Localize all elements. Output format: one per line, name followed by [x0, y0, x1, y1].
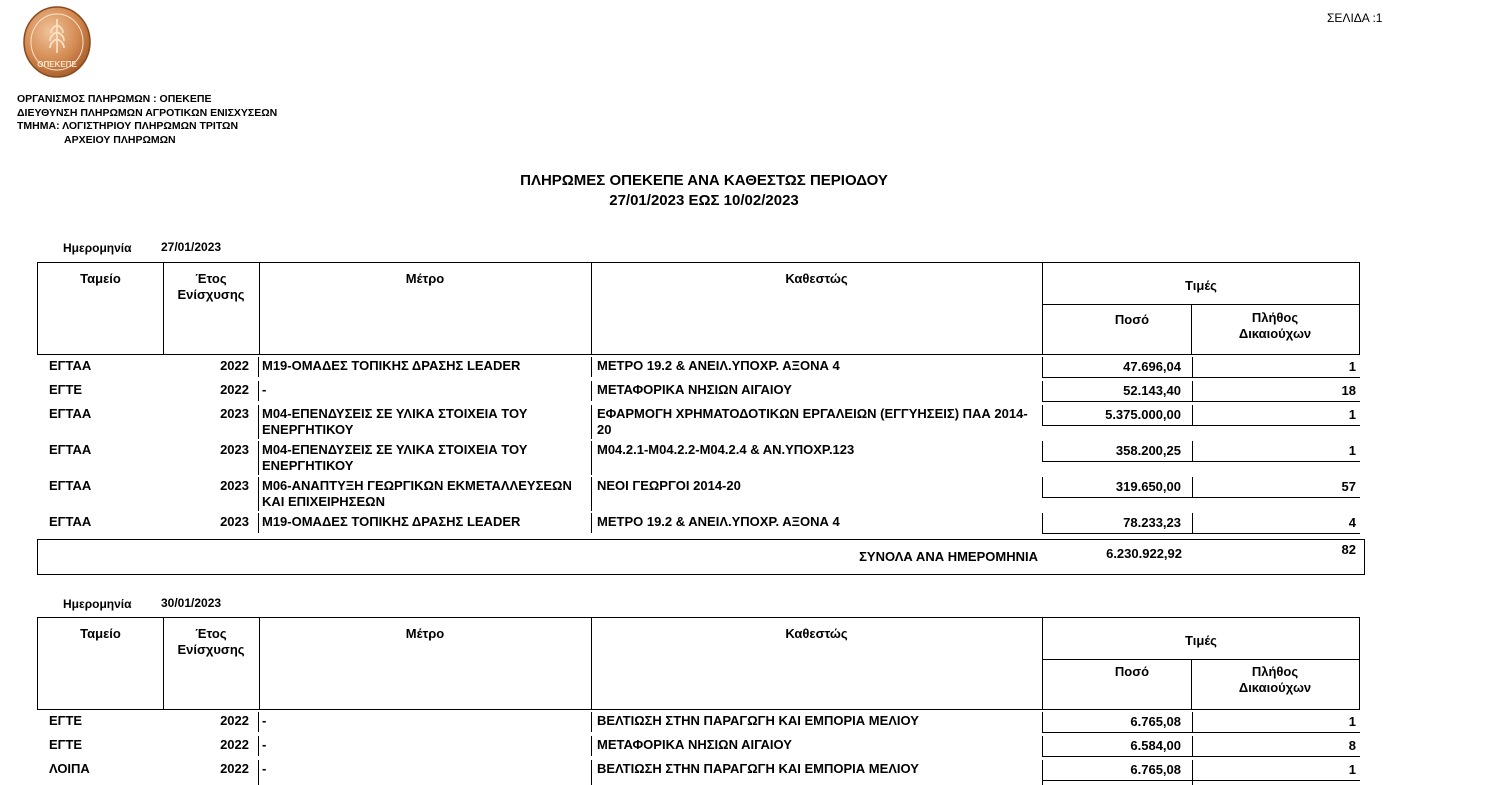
cell-measure: - [262, 761, 267, 776]
date-label: Ημερομηνία [63, 597, 132, 611]
cell-count: 1 [1348, 714, 1356, 729]
cell-scheme: ΜΕΤΑΦΟΡΙΚΑ ΝΗΣΙΩΝ ΑΙΓΑΙΟΥ [597, 382, 792, 397]
cell-count: 1 [1348, 407, 1356, 422]
cell-count: 1 [1348, 762, 1356, 777]
report-period: 27/01/2023 ΕΩΣ 10/02/2023 [609, 192, 799, 209]
cell-scheme: ΕΦΑΡΜΟΓΗ ΧΡΗΜΑΤΟΔΟΤΙΚΩΝ ΕΡΓΑΛΕΙΩΝ (ΕΓΓΥΗΣΕΙΣ) ΠΑΑ 2014-20 [597, 406, 1028, 437]
header-scheme: Καθεστώς [785, 271, 848, 286]
cell-amount: 319.650,00 [1115, 479, 1181, 494]
total-amount: 6.230.922,92 [1106, 546, 1182, 561]
cell-scheme: ΒΕΛΤΙΩΣΗ ΣΤΗΝ ΠΑΡΑΓΩΓΗ ΚΑΙ ΕΜΠΟΡΙΑ ΜΕΛΙΟΥ [597, 713, 919, 728]
cell-count: 8 [1348, 738, 1356, 753]
table-row [37, 737, 1360, 757]
cell-scheme: ΜΕΤΑΦΟΡΙΚΑ ΝΗΣΙΩΝ ΑΙΓΑΙΟΥ [597, 737, 792, 752]
header-year: Έτος Ενίσχυσης [177, 626, 245, 657]
header-beneficiaries: Πλήθος Δικαιούχων [1238, 310, 1312, 341]
svg-text:ΟΠΕΚΕΠΕ: ΟΠΕΚΕΠΕ [37, 60, 77, 69]
table-row [37, 514, 1360, 534]
cell-fund: ΕΓΤΑΑ [49, 442, 92, 457]
header-amount: Ποσό [1114, 664, 1150, 679]
cell-measure: Μ19-ΟΜΑΔΕΣ ΤΟΠΙΚΗΣ ΔΡΑΣΗΣ LEADER [262, 358, 521, 373]
header-fund: Ταμείο [80, 626, 121, 641]
table-row [37, 761, 1360, 785]
table-row [37, 478, 1360, 512]
cell-fund: ΕΓΤΕ [49, 713, 83, 728]
table-row [37, 713, 1360, 733]
section-total [37, 539, 1365, 575]
cell-measure: - [262, 382, 267, 397]
cell-fund: ΕΓΤΑΑ [49, 478, 92, 493]
cell-year: 2023 [220, 406, 249, 421]
cell-fund: ΛΟΙΠΑ [49, 761, 90, 776]
cell-amount: 5.375.000,00 [1105, 407, 1181, 422]
table-row [37, 382, 1360, 402]
cell-fund: ΕΓΤΑΑ [49, 358, 92, 373]
cell-amount: 6.765,08 [1130, 762, 1181, 777]
cell-count: 1 [1348, 443, 1356, 458]
org-line: ΔΙΕΥΘΥΝΣΗ ΠΛΗΡΩΜΩΝ ΑΓΡΟΤΙΚΩΝ ΕΝΙΣΧΥΣΕΩΝ [17, 106, 278, 119]
cell-amount: 52.143,40 [1123, 383, 1181, 398]
header-year: Έτος Ενίσχυσης [177, 271, 245, 302]
org-line: ΑΡΧΕΙΟΥ ΠΛΗΡΩΜΩΝ [64, 133, 176, 146]
cell-scheme: ΜΕΤΡΟ 19.2 & ΑΝΕΙΛ.ΥΠΟΧΡ. ΑΞΟΝΑ 4 [597, 514, 840, 529]
cell-fund: ΕΓΤΑΑ [49, 406, 92, 421]
table-header [37, 617, 1360, 710]
page-number: ΣΕΛΙΔΑ :1 [1327, 11, 1383, 25]
cell-amount: 6.584,00 [1130, 738, 1181, 753]
cell-measure: - [262, 737, 267, 752]
cell-count: 4 [1348, 515, 1356, 530]
cell-scheme: ΜΕΤΡΟ 19.2 & ΑΝΕΙΛ.ΥΠΟΧΡ. ΑΞΟΝΑ 4 [597, 358, 840, 373]
opekepe-seal-icon [22, 5, 92, 79]
table-row [37, 442, 1360, 476]
cell-measure: Μ19-ΟΜΑΔΕΣ ΤΟΠΙΚΗΣ ΔΡΑΣΗΣ LEADER [262, 514, 521, 529]
date-value: 27/01/2023 [161, 240, 222, 254]
cell-measure: Μ04-ΕΠΕΝΔΥΣΕΙΣ ΣΕ ΥΛΙΚΑ ΣΤΟΙΧΕΙΑ ΤΟΥ ΕΝΕΡΓΗΤΙΚΟΥ [262, 442, 528, 473]
header-beneficiaries: Πλήθος Δικαιούχων [1238, 664, 1312, 695]
table-row [37, 406, 1360, 440]
cell-year: 2022 [220, 737, 249, 752]
cell-year: 2023 [220, 478, 249, 493]
cell-count: 1 [1348, 359, 1356, 374]
header-measure: Μέτρο [405, 626, 445, 641]
cell-fund: ΕΓΤΕ [49, 382, 83, 397]
cell-scheme: ΝΕΟΙ ΓΕΩΡΓΟΙ 2014-20 [597, 478, 741, 493]
cell-scheme: Μ04.2.1-Μ04.2.2-Μ04.2.4 & ΑΝ.ΥΠΟΧΡ.123 [597, 442, 855, 457]
cell-amount: 358.200,25 [1115, 443, 1181, 458]
report-title: ΠΛΗΡΩΜΕΣ ΟΠΕΚΕΠΕ ΑΝΑ ΚΑΘΕΣΤΩΣ ΠΕΡΙΟΔΟΥ [520, 172, 888, 189]
cell-measure: Μ06-ΑΝΑΠΤΥΞΗ ΓΕΩΡΓΙΚΩΝ ΕΚΜΕΤΑΛΛΕΥΣΕΩΝ ΚΑΙ ΕΠΙΧΕΙΡΗΣΕΩΝ [262, 478, 572, 509]
total-label: ΣΥΝΟΛΑ ΑΝΑ ΗΜΕΡΟΜΗΝΙΑ [859, 549, 1038, 564]
cell-year: 2022 [220, 358, 249, 373]
cell-year: 2022 [220, 713, 249, 728]
header-values: Τιμές [1185, 633, 1217, 648]
cell-scheme: ΒΕΛΤΙΩΣΗ ΣΤΗΝ ΠΑΡΑΓΩΓΗ ΚΑΙ ΕΜΠΟΡΙΑ ΜΕΛΙΟΥ [597, 761, 919, 776]
date-label: Ημερομηνία [63, 241, 132, 255]
cell-fund: ΕΓΤΕ [49, 737, 83, 752]
org-line: ΟΡΓΑΝΙΣΜΟΣ ΠΛΗΡΩΜΩΝ : ΟΠΕΚΕΠΕ [17, 93, 212, 105]
org-line: ΤΜΗΜΑ: ΛΟΓΙΣΤΗΡΙΟΥ ΠΛΗΡΩΜΩΝ ΤΡΙΤΩΝ [17, 120, 239, 132]
cell-year: 2022 [220, 761, 249, 776]
header-measure: Μέτρο [405, 271, 445, 286]
cell-count: 57 [1341, 479, 1356, 494]
header-scheme: Καθεστώς [785, 626, 848, 641]
organization-block [17, 93, 277, 147]
table-header [37, 262, 1360, 355]
table-row [37, 358, 1360, 378]
cell-year: 2023 [220, 442, 249, 457]
cell-measure: Μ04-ΕΠΕΝΔΥΣΕΙΣ ΣΕ ΥΛΙΚΑ ΣΤΟΙΧΕΙΑ ΤΟΥ ΕΝΕΡΓΗΤΙΚΟΥ [262, 406, 528, 437]
cell-amount: 47.696,04 [1123, 359, 1181, 374]
cell-fund: ΕΓΤΑΑ [49, 514, 92, 529]
cell-year: 2023 [220, 514, 249, 529]
header-fund: Ταμείο [80, 271, 121, 286]
cell-year: 2022 [220, 382, 249, 397]
cell-amount: 6.765,08 [1130, 714, 1181, 729]
cell-amount: 78.233,23 [1123, 515, 1181, 530]
cell-count: 18 [1341, 383, 1356, 398]
date-value: 30/01/2023 [161, 596, 222, 610]
total-count: 82 [1341, 542, 1356, 557]
header-amount: Ποσό [1114, 312, 1150, 327]
cell-measure: - [262, 713, 267, 728]
header-values: Τιμές [1185, 278, 1217, 293]
